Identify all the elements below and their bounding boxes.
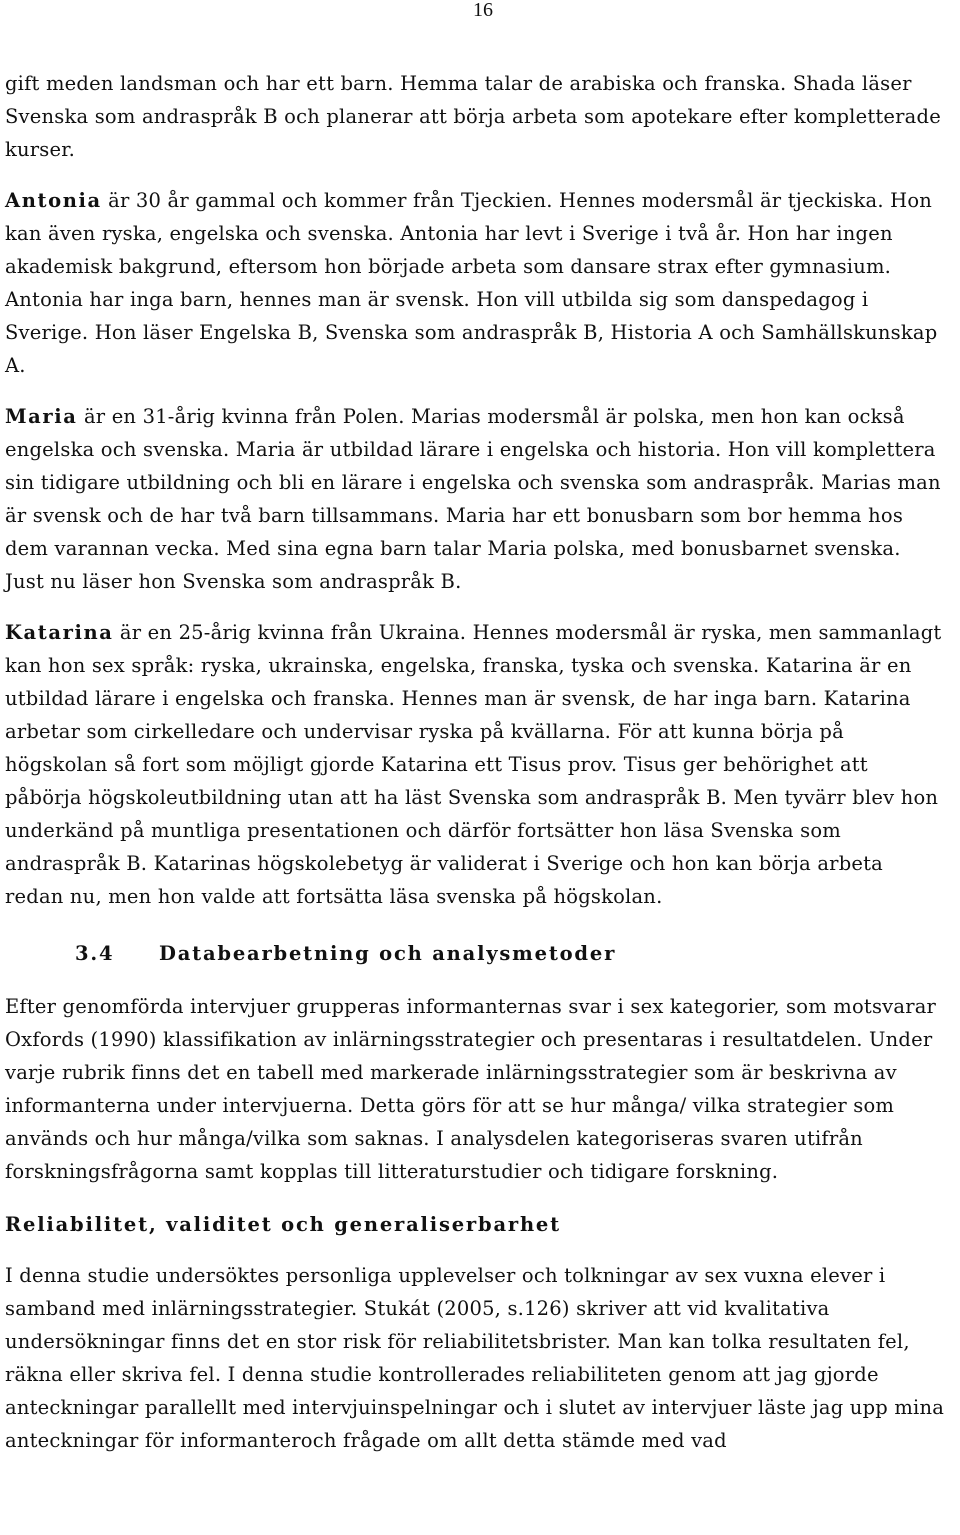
paragraph-antonia: [5, 184, 945, 382]
paragraph-katarina: [5, 616, 945, 913]
paragraph-katarina-text: är en 25-årig kvinna från Ukraina. Hennes modersmål är ryska, men sammanlagt kan hon sex språk: ryska, ukrainska, engelska, franska, tyska och svenska. Katarina är en utbildad lärare i engelska och franska. Hennes man är svensk, de har inga barn. Katarina arbetar som cirkelledare och undervisar ryska på kvällarna. För att kunna börja på högskolan så fort som möjligt gjorde Katarina ett Tisus prov. Tisus ger behörighet att påbörja högskoleutbildning utan att ha läst Svenska som andraspråk B. Men tyvärr blev hon underkänd på muntliga presentationen och därför fortsätter hon läsa Svenska som andraspråk B. Katarinas högskolebetyg är validerat i Sverige och hon kan börja arbeta redan nu, men hon valde att fortsätta läsa svenska på högskolan.: [5, 621, 942, 908]
paragraph-shada: gift meden landsman och har ett barn. Hemma talar de arabiska och franska. Shada läser Svenska som andraspråk B och planerar att börja arbeta som apotekare efter kompletterade kurser.: [5, 72, 941, 161]
document-body: [5, 67, 945, 1457]
section-number: 3.4: [75, 942, 115, 965]
paragraph-antonia-text: är 30 år gammal och kommer från Tjeckien. Hennes modersmål är tjeckiska. Hon kan även ryska, engelska och svenska. Antonia har levt i Sverige i två år. Hon har ingen akademisk bakgrund, eftersom hon började arbeta som dansare strax efter gymnasium. Antonia har inga barn, hennes man är svensk. Hon vill utbilda sig som danspedagog i Sverige. Hon läser Engelska B, Svenska som andraspråk B, Historia A och Samhällskunskap A.: [5, 189, 938, 377]
paragraph-reliability: I denna studie undersöktes personliga upplevelser och tolkningar av sex vuxna elever i samband med inlärningsstrategier. Stukát (2005, s.126) skriver att vid kvalitativa undersökningar finns det en stor risk för reliabilitetsbrister. Man kan tolka resultaten fel, räkna eller skriva fel. I denna studie kontrollerades reliabiliteten genom att jag gjorde anteckningar parallellt med intervjuinspelningar och i slutet av intervjuer läste jag upp mina anteckningar för informanteroch frågade om allt detta stämde med vad: [5, 1264, 945, 1452]
page-number: 16: [473, 0, 493, 21]
paragraph-maria-text: är en 31-årig kvinna från Polen. Marias modersmål är polska, men hon kan också engelska och svenska. Maria är utbildad lärare i engelska och historia. Hon vill komplettera sin tidigare utbildning och bli en lärare i engelska och svenska som andraspråk. Marias man är svensk och de har två barn tillsammans. Maria har ett bonusbarn som bor hemma hos dem varannan vecka. Med sina egna barn talar Maria polska, med bonusbarnet svenska. Just nu läser hon Svenska som andraspråk B.: [5, 405, 941, 593]
subsection-heading: Reliabilitet, validitet och generaliserbarhet: [5, 1213, 561, 1236]
informant-name-antonia: Antonia: [5, 189, 102, 212]
section-heading: [5, 937, 945, 970]
paragraph-data-processing: Efter genomförda intervjuer grupperas informanternas svar i sex kategorier, som motsvarar Oxfords (1990) klassifikation av inlärningsstrategier och presentaras i resultatdelen. Under varje rubrik finns det en tabell med markerade inlärningsstrategier som är beskrivna av informanterna under intervjuerna. Detta görs för att se hur många/ vilka strategier som används och hur många/vilka som saknas. I analysdelen kategoriseras svaren utifrån forskningsfrågorna samt kopplas till litteraturstudier och tidigare forskning.: [5, 995, 937, 1183]
informant-name-katarina: Katarina: [5, 621, 114, 644]
paragraph-maria: [5, 400, 945, 598]
section-title: Databearbetning och analysmetoder: [159, 942, 617, 965]
informant-name-maria: Maria: [5, 405, 78, 428]
